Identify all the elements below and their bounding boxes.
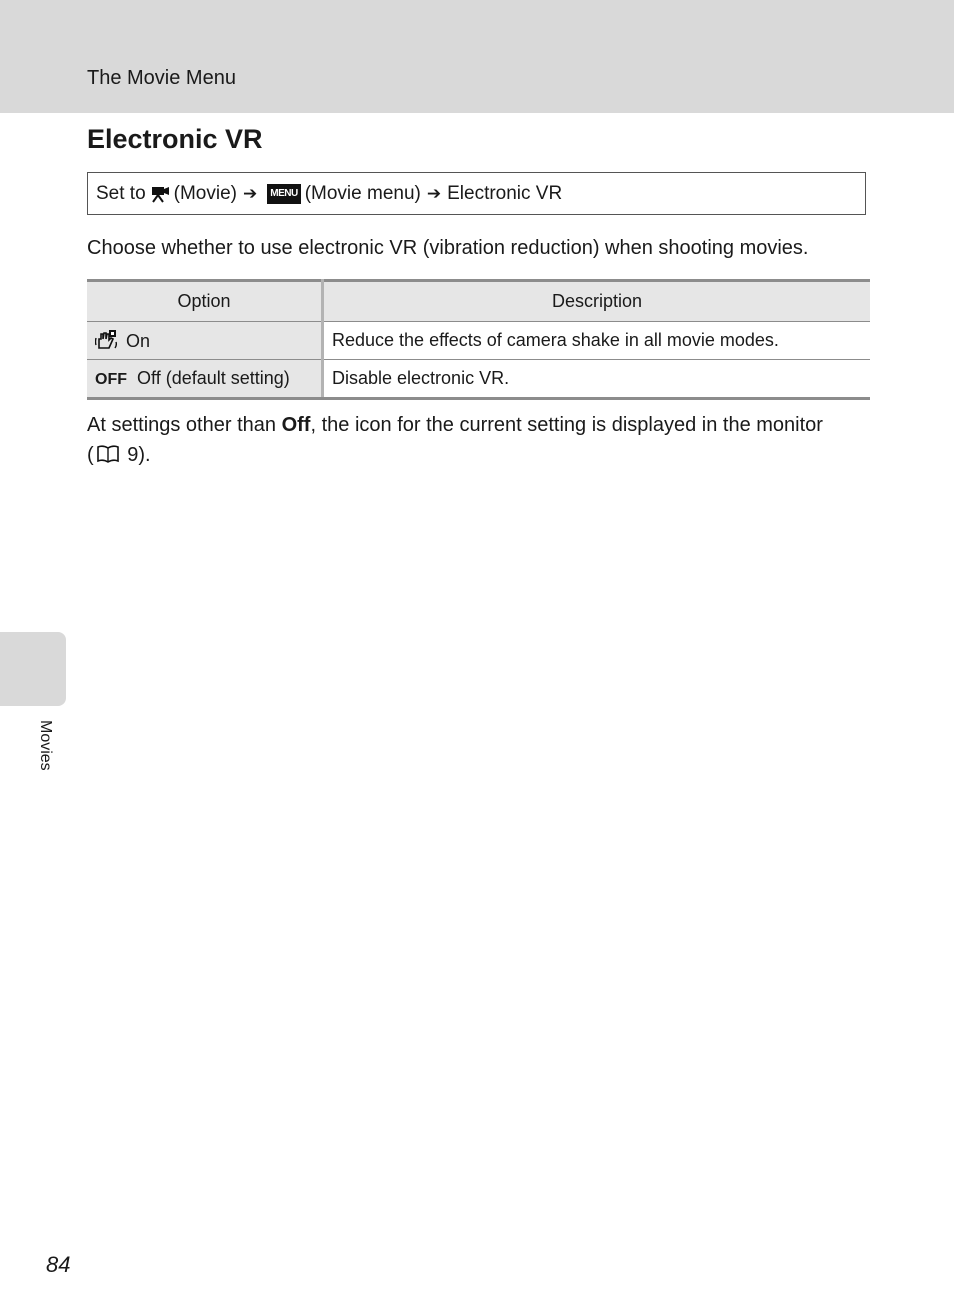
menu-item-label: Electronic VR	[447, 182, 563, 204]
note-before: At settings other than	[87, 414, 277, 436]
option-cell	[87, 322, 323, 360]
chapter-label: Movies	[37, 720, 54, 771]
note-ref: 9	[127, 444, 139, 466]
set-to-label: Set to	[96, 182, 146, 204]
note-end: ).	[138, 444, 151, 466]
column-header-description: Description	[323, 281, 871, 322]
menu-icon: MENU	[267, 184, 300, 204]
page-title: Electronic VR	[87, 124, 263, 154]
book-reference-icon	[96, 445, 120, 463]
option-cell	[87, 360, 323, 399]
table-header-row	[87, 281, 870, 322]
movie-camera-icon	[150, 185, 170, 203]
option-label: On	[126, 330, 151, 351]
movie-label: (Movie)	[173, 182, 237, 204]
header-band	[0, 0, 954, 113]
note-after: , the icon for the current setting is displayed in the monitor (	[87, 414, 823, 466]
intro-text: Choose whether to use electronic VR (vibration reduction) when shooting movies.	[87, 237, 809, 259]
section-label: The Movie Menu	[87, 67, 236, 89]
chapter-tab	[0, 632, 66, 706]
arrow-right-icon: ➔	[243, 183, 258, 203]
table-row	[87, 322, 870, 360]
page-number: 84	[46, 1252, 71, 1277]
options-table	[87, 279, 870, 400]
description-cell: Disable electronic VR.	[323, 360, 871, 399]
option-label: Off (default setting)	[137, 368, 290, 388]
description-cell: Reduce the effects of camera shake in all movie modes.	[323, 322, 871, 360]
table-row	[87, 360, 870, 399]
note-text	[87, 410, 827, 470]
arrow-right-icon: ➔	[426, 183, 442, 203]
column-header-option: Option	[87, 281, 323, 322]
menu-path-box	[87, 172, 866, 215]
note-bold: Off	[281, 414, 311, 436]
vr-on-icon	[95, 330, 117, 350]
off-icon: OFF	[95, 371, 127, 388]
movie-menu-label: (Movie menu)	[304, 182, 421, 204]
